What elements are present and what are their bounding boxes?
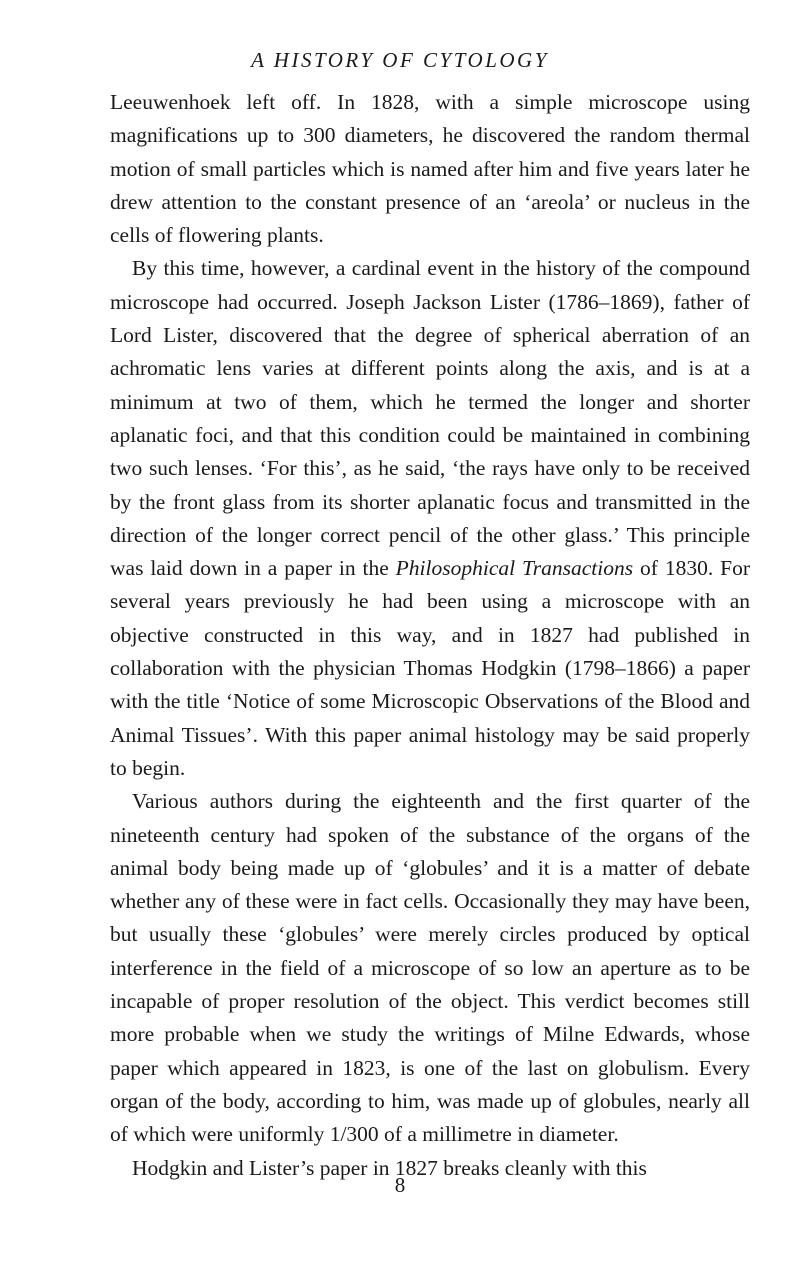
- paragraph-2: [110, 252, 750, 785]
- paragraph-2-text-a: By this time, however, a cardinal event in the history of the compound microscope had occurred. Joseph Jackson Lister (1786–1869), father of Lord Lister, discovered that the degree of spherical aberration of an achromatic lens varies at different points along the axis, and is at a minimum at two of them, which he termed the longer and shorter aplanatic foci, and that this condition could be maintained in combining two such lenses. ‘For this’, as he said, ‘the rays have only to be received by the front glass from its shorter aplanatic focus and transmitted in the direction of the longer correct pencil of the other glass.’ This principle was laid down in a paper in the: [110, 256, 750, 581]
- paragraph-2-text-b: of 1830. For several years previously he had been using a microscope with an objective constructed in this way, and in 1827 had published in collaboration with the physician Thomas Hodgkin (1798–1866) a paper with the title ‘Notice of some Microscopic Observations of the Blood and Animal Tissues’. With this paper animal histology may be said properly to begin.: [110, 556, 750, 780]
- paragraph-1: [110, 86, 750, 252]
- paragraph-3: [110, 785, 750, 1151]
- paragraph-3-text: Various authors during the eighteenth and the first quarter of the nineteenth century had spoken of the substance of the organs of the animal body being made up of ‘globules’ and it is a matter of debate whether any of these were in fact cells. Occasionally they may have been, but usually these ‘globules’ were merely circles produced by optical interference in the field of a microscope of so low an aperture as to be incapable of proper resolution of the object. This verdict becomes still more probable when we study the writings of Milne Edwards, whose paper which appeared in 1823, is one of the last on globulism. Every organ of the body, according to him, was made up of globules, nearly all of which were uniformly 1/300 of a millimetre in diameter.: [110, 789, 750, 1147]
- paragraph-4-text: Hodgkin and Lister’s paper in 1827 breaks cleanly with this: [132, 1155, 647, 1180]
- paragraph-1-text: Leeuwenhoek left off. In 1828, with a simple microscope using magnifications up to 300 diameters, he discovered the random thermal motion of small particles which is named after him and five years later he drew attention to the constant presence of an ‘areola’ or nucleus in the cells of flowering plants.: [110, 90, 750, 248]
- body-text: [110, 86, 750, 1185]
- page-number: 8: [394, 1173, 406, 1197]
- running-head: A HISTORY OF CYTOLOGY: [251, 48, 549, 72]
- journal-title: Philosophical Transactions: [395, 556, 634, 581]
